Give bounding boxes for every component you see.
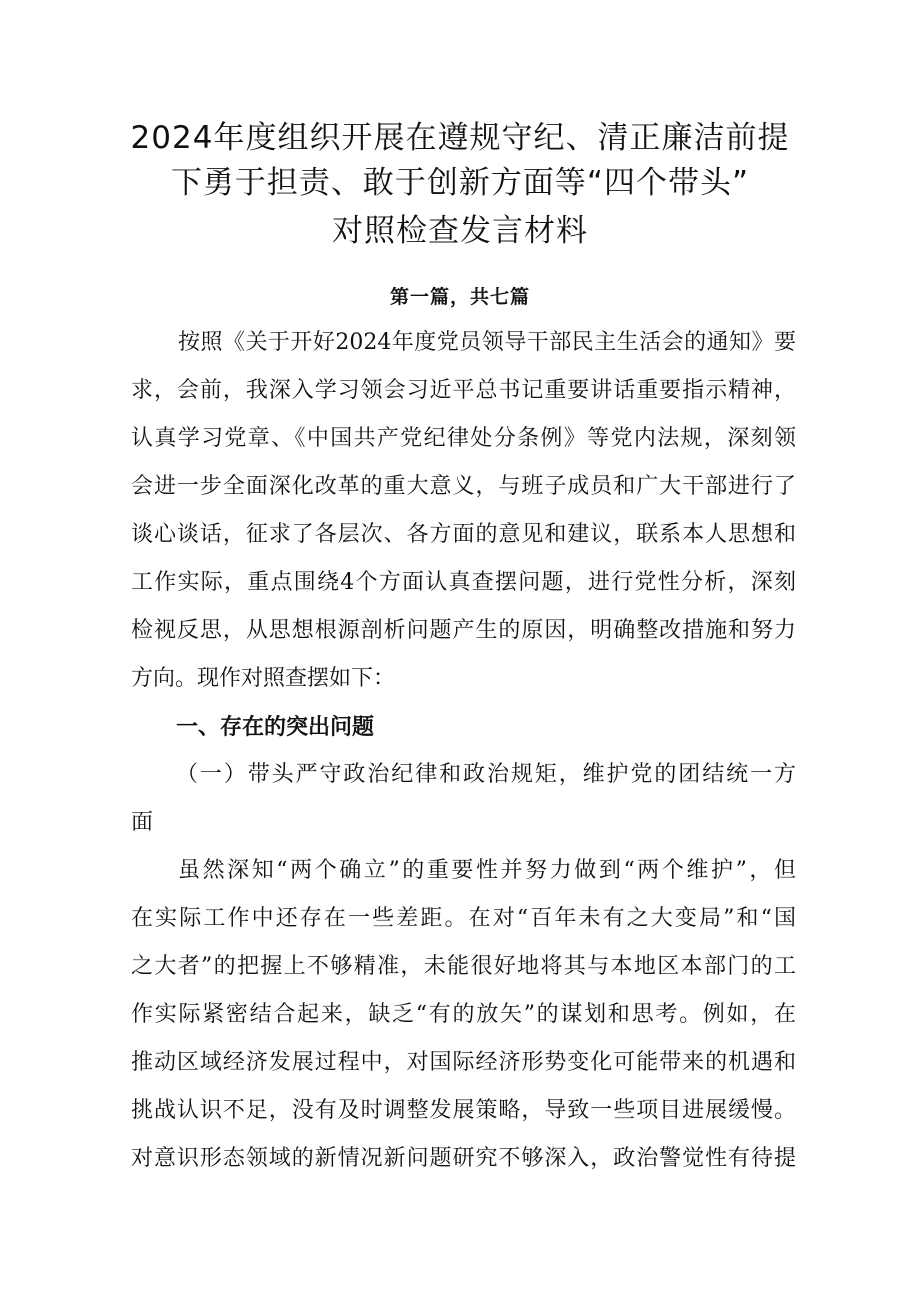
body-line-2: 在实际工作中还存在一些差距。在对“百年未有之大变局”和“国 [131,906,796,931]
document-subtitle: 第一篇，共七篇 [389,286,530,308]
body-line-6: 挑战认识不足，没有及时调整发展策略，导致一些项目进展缓慢。 [131,1098,796,1123]
body-line-4: 作实际紧密结合起来，缺乏“有的放矢”的谋划和思考。例如，在 [131,1002,796,1027]
intro-line-1: 按照《关于开好2024年度党员领导干部民主生活会的通知》要 [178,330,796,355]
body-line-7: 对意识形态领域的新情况新问题研究不够深入，政治警觉性有待提 [131,1146,796,1171]
subsection-line-2: 面 [131,810,154,835]
intro-line-4: 会进一步全面深化改革的重大意义，与班子成员和广大干部进行了 [131,474,796,499]
intro-line-5: 谈心谈话，征求了各层次、各方面的意见和建议，联系本人思想和 [131,522,796,547]
intro-line-3: 认真学习党章、《中国共产党纪律处分条例》等党内法规，深刻领 [131,426,796,451]
document-title-line-1: 2024年度组织开展在遵规守纪、清正廉洁前提 [130,120,790,156]
subsection-line-1: （一）带头严守政治纪律和政治规矩，维护党的团结统一方 [176,762,796,787]
body-line-1: 虽然深知“两个确立”的重要性并努力做到“两个维护”，但 [178,858,796,883]
intro-line-6: 工作实际，重点围绕4个方面认真查摆问题，进行党性分析，深刻 [131,570,796,595]
intro-line-8: 方向。现作对照查摆如下： [131,666,396,691]
intro-line-7: 检视反思，从思想根源剖析问题产生的原因，明确整改措施和努力 [131,618,796,643]
section-heading: 一、存在的突出问题 [176,714,375,740]
intro-line-2: 求，会前，我深入学习领会习近平总书记重要讲话重要指示精神， [131,378,796,403]
document-title-line-2: 下勇于担责、敢于创新方面等“四个带头” [170,165,750,201]
body-line-5: 推动区域经济发展过程中，对国际经济形势变化可能带来的机遇和 [131,1050,796,1075]
document-title-line-3: 对照检查发言材料 [332,213,588,249]
body-line-3: 之大者”的把握上不够精准，未能很好地将其与本地区本部门的工 [131,954,796,979]
